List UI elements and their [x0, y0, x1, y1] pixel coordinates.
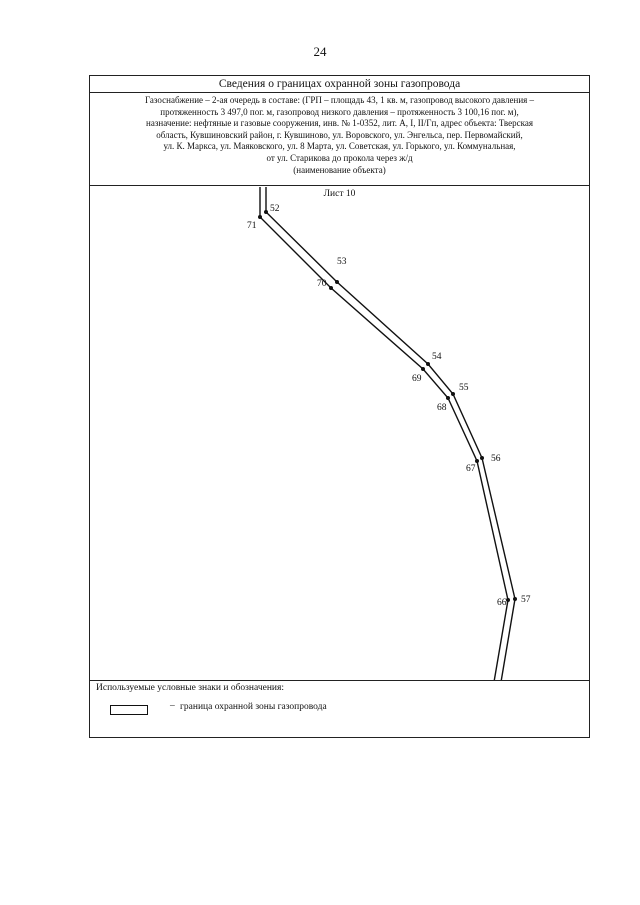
point-label: 69: [412, 374, 422, 384]
boundary-point: [421, 367, 425, 371]
boundary-point: [506, 598, 510, 602]
boundary-point: [513, 597, 517, 601]
point-label: 57: [521, 595, 531, 605]
description-line: от ул. Старикова до прокола через ж/д: [266, 152, 413, 163]
legend-dash: –: [170, 701, 175, 711]
boundary-point: [264, 210, 268, 214]
boundary-point: [446, 396, 450, 400]
point-label: 56: [491, 454, 501, 464]
description-caption: (наименование объекта): [293, 164, 386, 175]
document-frame: [89, 75, 590, 738]
boundary-point: [258, 215, 262, 219]
point-label: 55: [459, 383, 469, 393]
legend-item-label: граница охранной зоны газопровода: [180, 702, 327, 712]
boundary-point: [426, 362, 430, 366]
map-area: [90, 187, 589, 680]
boundary-map: [90, 187, 589, 680]
point-label: 70: [317, 279, 327, 289]
point-label: 67: [466, 464, 476, 474]
description-line: Газоснабжение – 2-ая очередь в составе: (ГРП – площадь 43, 1 кв. м, газопровод высокого давления –: [144, 95, 535, 105]
document-title: Сведения о границах охранной зоны газопровода: [90, 76, 589, 93]
description-line: ул. К. Маркса, ул. Маяковского, ул. 8 Марта, ул. Советская, ул. Горького, ул. Коммунальная,: [163, 141, 516, 152]
description-line: протяженность 3 497,0 пог. м, газопровод низкого давления – протяженность 3 100,16 пог. м),: [160, 106, 519, 117]
point-label: 68: [437, 403, 447, 413]
description-line: область, Кувшиновский район, г. Кувшиново, ул. Воровского, ул. Энгельса, пер. Первомайский,: [156, 129, 523, 140]
object-description: [90, 93, 589, 186]
legend: [90, 680, 589, 738]
description-line: назначение: нефтяные и газовые сооружения, инв. № 1-0352, лит. А, I, II/Гп, адрес объекта: Тверская: [146, 118, 533, 129]
point-label: 54: [432, 352, 442, 362]
boundary-point: [480, 456, 484, 460]
point-label: 66: [497, 598, 507, 608]
boundary-point: [335, 280, 339, 284]
page-number: 24: [313, 44, 327, 59]
boundary-symbol: [110, 705, 148, 715]
boundary-point: [475, 459, 479, 463]
legend-title: Используемые условные знаки и обозначения:: [96, 683, 285, 693]
boundary-point: [451, 392, 455, 396]
boundary-point: [329, 286, 333, 290]
point-label: 53: [337, 257, 347, 267]
sheet-label: Лист 10: [323, 189, 356, 199]
point-label: 52: [270, 204, 280, 214]
point-label: 71: [247, 221, 257, 231]
